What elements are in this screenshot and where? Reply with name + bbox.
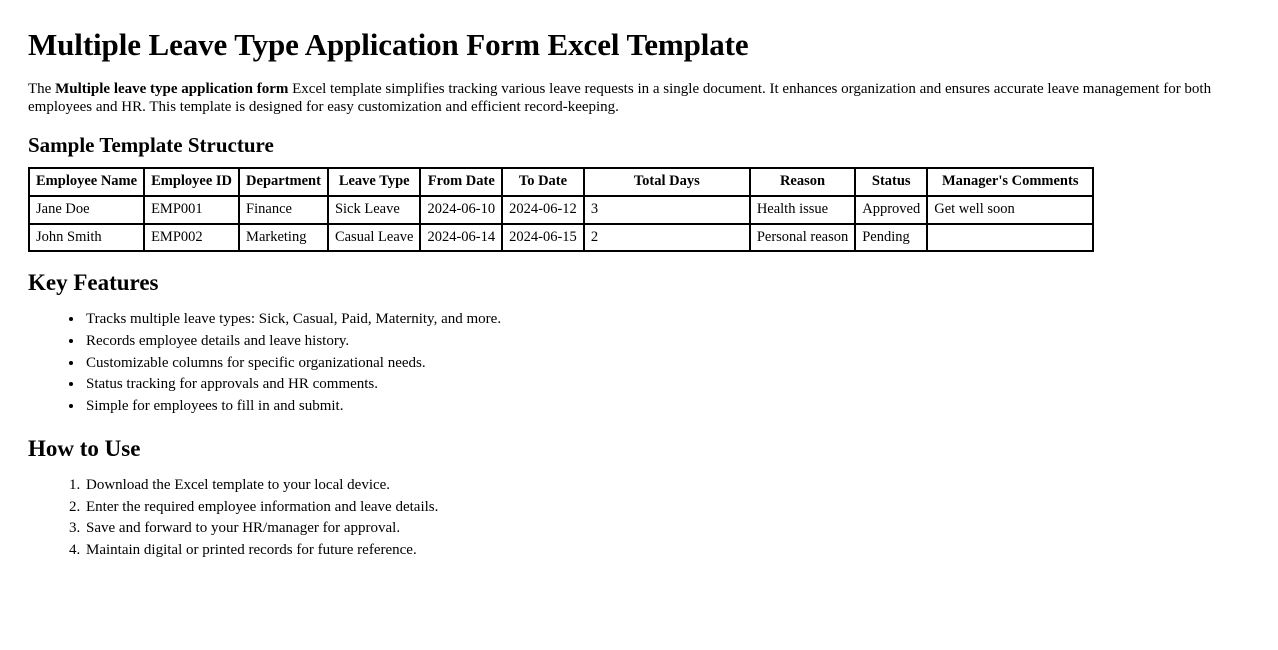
table-row bbox=[29, 196, 1093, 224]
column-header-total-days: Total Days bbox=[584, 168, 750, 196]
list-item: • Customizable columns for specific organizational needs. bbox=[84, 353, 1250, 375]
cell-department: Marketing bbox=[239, 224, 328, 252]
page-title: Multiple Leave Type Application Form Excel Template bbox=[28, 27, 749, 62]
column-header-from-date: From Date bbox=[420, 168, 502, 196]
column-header-managers-comments: Manager's Comments bbox=[927, 168, 1093, 196]
sample-structure-table bbox=[28, 167, 1094, 253]
cell-leave-type: Sick Leave bbox=[328, 196, 421, 224]
list-item: • Tracks multiple leave types: Sick, Casual, Paid, Maternity, and more. bbox=[84, 309, 1250, 331]
cell-managers-comments: Get well soon bbox=[927, 196, 1093, 224]
cell-reason: Health issue bbox=[750, 196, 855, 224]
column-header-status: Status bbox=[855, 168, 927, 196]
column-header-reason: Reason bbox=[750, 168, 855, 196]
cell-reason: Personal reason bbox=[750, 224, 855, 252]
list-item: • Simple for employees to fill in and submit. bbox=[84, 396, 1250, 418]
cell-managers-comments bbox=[927, 224, 1093, 252]
list-item: • Records employee details and leave history. bbox=[84, 331, 1250, 353]
list-item: 2. Enter the required employee information and leave details. bbox=[84, 497, 1250, 519]
table-body bbox=[29, 196, 1093, 252]
intro-paragraph bbox=[28, 80, 1240, 117]
cell-employee-id: EMP001 bbox=[144, 196, 239, 224]
cell-to-date: 2024-06-12 bbox=[502, 196, 584, 224]
how-to-use-list bbox=[28, 475, 1250, 563]
cell-employee-name: Jane Doe bbox=[29, 196, 144, 224]
cell-employee-name: John Smith bbox=[29, 224, 144, 252]
list-item: • Status tracking for approvals and HR comments. bbox=[84, 374, 1250, 396]
intro-prefix: The bbox=[28, 81, 56, 98]
list-item: 3. Save and forward to your HR/manager for approval. bbox=[84, 518, 1250, 540]
column-header-employee-name: Employee Name bbox=[29, 168, 144, 196]
cell-total-days: 3 bbox=[584, 196, 750, 224]
column-header-to-date: To Date bbox=[502, 168, 584, 196]
intro-bold-term: Multiple leave type application form bbox=[55, 81, 289, 98]
cell-status: Approved bbox=[855, 196, 927, 224]
table-header-row bbox=[29, 168, 1093, 196]
cell-status: Pending bbox=[855, 224, 927, 252]
cell-from-date: 2024-06-10 bbox=[420, 196, 502, 224]
list-item: 4. Maintain digital or printed records for future reference. bbox=[84, 540, 1250, 562]
column-header-department: Department bbox=[239, 168, 328, 196]
cell-to-date: 2024-06-15 bbox=[502, 224, 584, 252]
key-features-list bbox=[28, 309, 1250, 418]
column-header-employee-id: Employee ID bbox=[144, 168, 239, 196]
list-item: 1. Download the Excel template to your local device. bbox=[84, 475, 1250, 497]
cell-leave-type: Casual Leave bbox=[328, 224, 421, 252]
how-to-use-heading: How to Use bbox=[28, 436, 141, 462]
sample-structure-heading: Sample Template Structure bbox=[28, 132, 274, 157]
cell-total-days: 2 bbox=[584, 224, 750, 252]
table-header bbox=[29, 168, 1093, 196]
cell-from-date: 2024-06-14 bbox=[420, 224, 502, 252]
table-row bbox=[29, 224, 1093, 252]
cell-employee-id: EMP002 bbox=[144, 224, 239, 252]
intro-suffix: Excel template simplifies tracking various leave requests in a single document. It enhances organization and ensures accurate leave management for both employees and HR. This template is designed for easy customization and efficient record-keeping. bbox=[28, 81, 1212, 116]
cell-department: Finance bbox=[239, 196, 328, 224]
column-header-leave-type: Leave Type bbox=[328, 168, 421, 196]
key-features-heading: Key Features bbox=[28, 270, 159, 296]
